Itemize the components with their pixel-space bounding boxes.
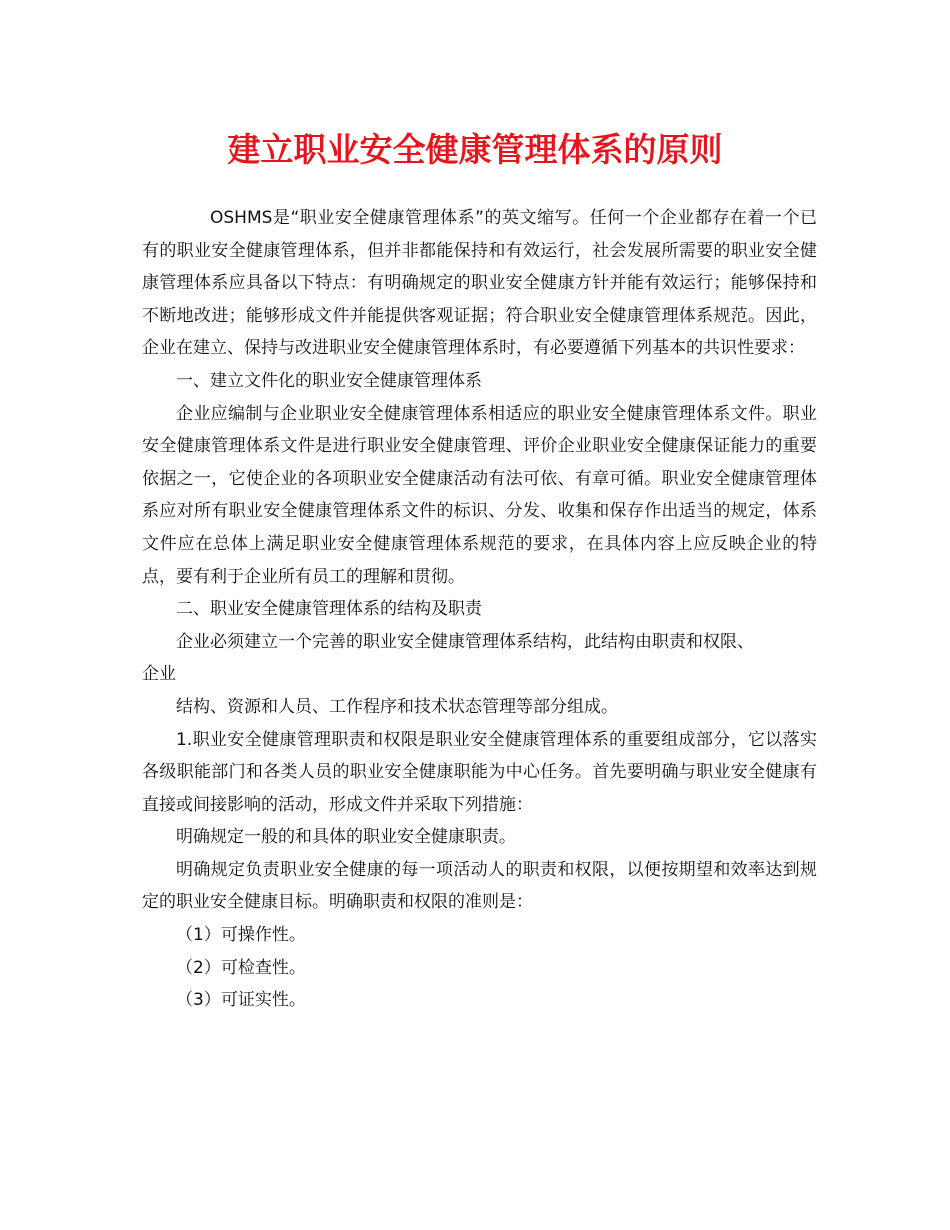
section-heading-1: 一、建立文件化的职业安全健康管理体系 xyxy=(176,370,482,391)
criteria-item-2: （2）可检查性。 xyxy=(176,957,306,978)
paragraph-define-duties: 明确规定一般的和具体的职业安全健康职责。 xyxy=(176,827,516,848)
section-heading-2: 二、职业安全健康管理体系的结构及职责 xyxy=(176,599,482,620)
document-title: 建立职业安全健康管理体系的原则 xyxy=(227,130,723,169)
paragraph-documentation: 企业应编制与企业职业安全健康管理体系相适应的职业安全健康管理体系文件。职业安全健康管理体系文件是进行职业安全健康管理、评价企业职业安全健康保证能力的重要依据之一，它使企业的各项职业安全健康活动有法可依、有章可循。职业安全健康管理体系应对所有职业安全健康管理体系文件的标识、分发、收集和保存作出适当的规定，体系文件应在总体上满足职业安全健康管理体系规范的要求，在具体内容上应反映企业的特点，要有利于企业所有员工的理解和贯彻。 xyxy=(142,403,817,587)
paragraph-structure: 企业必须建立一个完善的职业安全健康管理体系结构，此结构由职责和权限、 xyxy=(176,631,754,652)
paragraph-structure-continued: 结构、资源和人员、工作程序和技术状态管理等部分组成。 xyxy=(176,696,618,717)
paragraph-intro: OSHMS是“职业安全健康管理体系”的英文缩写。任何一个企业都存在着一个已有的职业安全健康管理体系，但并非都能保持和有效运行，社会发展所需要的职业安全健康管理体系应具备以下特点：有明确规定的职业安全健康方针并能有效运行；能够保持和不断地改进；能够形成文件并能提供客观证据；符合职业安全健康管理体系规范。因此，企业在建立、保持与改进职业安全健康管理体系时，有必要遵循下列基本的共识性要求： xyxy=(142,208,817,359)
paragraph-fragment: 企业 xyxy=(142,664,176,685)
paragraph-define-authority: 明确规定负责职业安全健康的每一项活动人的职责和权限，以便按期望和效率达到规定的职业安全健康目标。明确职责和权限的准则是： xyxy=(142,859,817,913)
criteria-item-1: （1）可操作性。 xyxy=(176,925,306,946)
paragraph-responsibilities: 1.职业安全健康管理职责和权限是职业安全健康管理体系的重要组成部分，它以落实各级职能部门和各类人员的职业安全健康职能为中心任务。首先要明确与职业安全健康有直接或间接影响的活动，形成文件并采取下列措施： xyxy=(142,729,817,815)
document-body xyxy=(142,202,817,1017)
criteria-item-3: （3）可证实性。 xyxy=(176,990,306,1011)
